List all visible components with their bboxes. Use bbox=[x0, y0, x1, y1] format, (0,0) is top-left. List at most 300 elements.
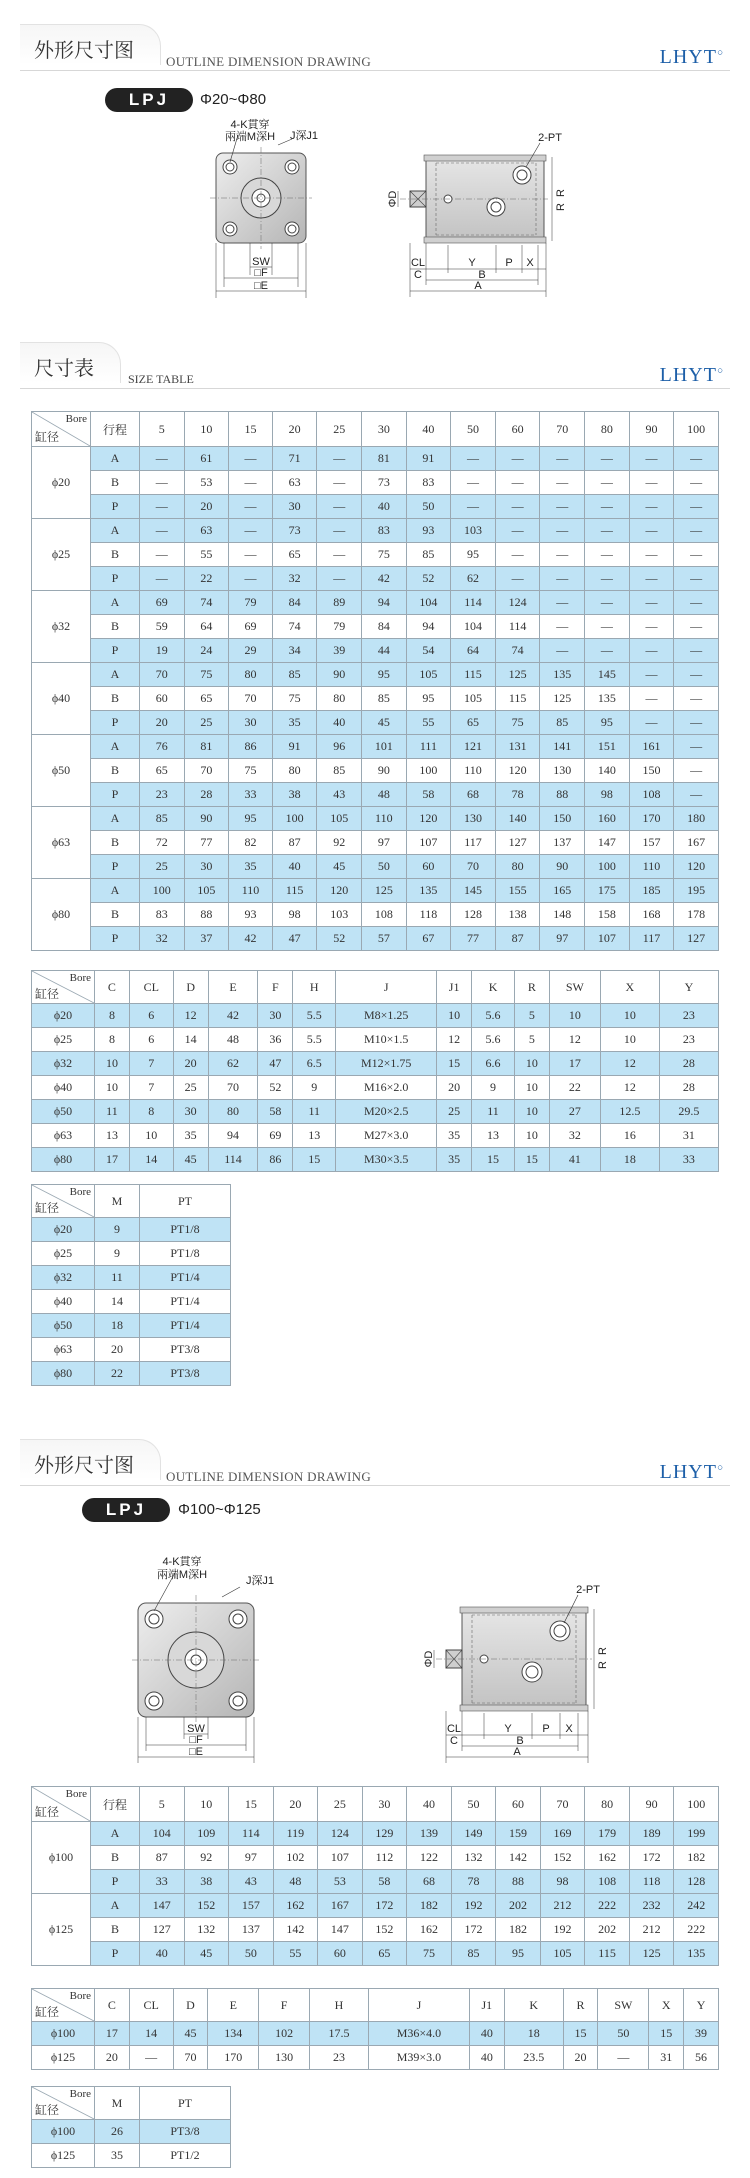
value-cell: 18 bbox=[95, 1314, 140, 1338]
bore-cell: ϕ80 bbox=[32, 1148, 95, 1172]
value-cell: 30 bbox=[229, 711, 273, 735]
value-cell: — bbox=[674, 567, 719, 591]
value-cell: 104 bbox=[140, 1822, 185, 1846]
column-header: M bbox=[95, 1185, 140, 1218]
value-cell: 13 bbox=[472, 1124, 515, 1148]
value-cell: 100 bbox=[585, 855, 630, 879]
value-cell: 87 bbox=[495, 927, 540, 951]
stroke-header: 90 bbox=[629, 1787, 674, 1822]
row-key: P bbox=[91, 495, 140, 519]
table-row bbox=[32, 1052, 719, 1076]
value-cell: 77 bbox=[451, 927, 496, 951]
value-cell: 80 bbox=[317, 687, 362, 711]
value-cell: — bbox=[629, 687, 674, 711]
value-cell: 95 bbox=[585, 711, 630, 735]
row-key: A bbox=[91, 879, 140, 903]
value-cell: — bbox=[674, 783, 719, 807]
bore-cell: ϕ125 bbox=[32, 1894, 91, 1966]
table-row bbox=[32, 567, 719, 591]
value-cell: 20 bbox=[95, 2046, 130, 2070]
table-row bbox=[32, 1870, 719, 1894]
value-cell: 178 bbox=[674, 903, 719, 927]
bore-corner-cell bbox=[32, 1989, 95, 2022]
value-cell: 161 bbox=[629, 735, 674, 759]
value-cell: 145 bbox=[585, 663, 630, 687]
value-cell: 77 bbox=[184, 831, 229, 855]
value-cell: 65 bbox=[451, 711, 496, 735]
row-key: B bbox=[91, 615, 140, 639]
value-cell: 35 bbox=[95, 2144, 140, 2168]
value-cell: 83 bbox=[362, 519, 407, 543]
stroke-label: 行程 bbox=[91, 1787, 140, 1822]
value-cell: 10 bbox=[514, 1076, 549, 1100]
bore-cell: ϕ25 bbox=[32, 1242, 95, 1266]
value-cell: 12 bbox=[437, 1028, 472, 1052]
value-cell: — bbox=[129, 2046, 173, 2070]
value-cell: 122 bbox=[407, 1846, 452, 1870]
value-cell: — bbox=[629, 543, 674, 567]
value-cell: 88 bbox=[184, 903, 229, 927]
value-cell: 42 bbox=[362, 567, 407, 591]
label-x: X bbox=[526, 257, 534, 269]
label-d: ΦD bbox=[423, 1650, 435, 1668]
value-cell: 30 bbox=[173, 1100, 208, 1124]
value-cell: — bbox=[495, 567, 540, 591]
value-cell: 62 bbox=[451, 567, 496, 591]
value-cell: 56 bbox=[684, 2046, 719, 2070]
table-row bbox=[32, 711, 719, 735]
value-cell: 94 bbox=[208, 1124, 258, 1148]
value-cell: 55 bbox=[406, 711, 451, 735]
column-header: X bbox=[649, 1989, 684, 2022]
dimension-table-2 bbox=[31, 1988, 719, 2070]
table-row bbox=[32, 1362, 231, 1386]
table-row bbox=[32, 2046, 719, 2070]
value-cell: 115 bbox=[585, 1942, 630, 1966]
value-cell: PT1/4 bbox=[140, 1314, 231, 1338]
column-header: PT bbox=[140, 1185, 231, 1218]
column-header: PT bbox=[140, 2087, 231, 2120]
value-cell: — bbox=[629, 639, 674, 663]
bore-cell: ϕ63 bbox=[32, 1124, 95, 1148]
table-header-row bbox=[32, 1989, 719, 2022]
value-cell: 13 bbox=[293, 1124, 336, 1148]
value-cell: 32 bbox=[549, 1124, 600, 1148]
value-cell: 98 bbox=[585, 783, 630, 807]
value-cell: 232 bbox=[629, 1894, 674, 1918]
value-cell: — bbox=[495, 447, 540, 471]
value-cell: 104 bbox=[406, 591, 451, 615]
value-cell: M12×1.75 bbox=[336, 1052, 437, 1076]
value-cell: — bbox=[317, 567, 362, 591]
value-cell: 61 bbox=[184, 447, 229, 471]
row-key: A bbox=[91, 591, 140, 615]
value-cell: 139 bbox=[407, 1822, 452, 1846]
column-header: CL bbox=[129, 1989, 173, 2022]
bore-label-cn: 缸径 bbox=[35, 1805, 60, 1819]
column-header: J bbox=[368, 1989, 469, 2022]
value-cell: 86 bbox=[229, 735, 273, 759]
value-cell: 85 bbox=[406, 543, 451, 567]
value-cell: 48 bbox=[208, 1028, 258, 1052]
column-header: J1 bbox=[469, 1989, 504, 2022]
value-cell: 41 bbox=[549, 1148, 600, 1172]
value-cell: 40 bbox=[140, 1942, 185, 1966]
value-cell: 192 bbox=[451, 1894, 496, 1918]
section-header-outline-1 bbox=[0, 20, 750, 80]
value-cell: 17 bbox=[549, 1052, 600, 1076]
column-header: C bbox=[95, 971, 130, 1004]
value-cell: 222 bbox=[585, 1894, 630, 1918]
value-cell: — bbox=[540, 591, 585, 615]
stroke-header: 25 bbox=[318, 1787, 363, 1822]
value-cell: 85 bbox=[540, 711, 585, 735]
label-m: 兩端M深H bbox=[224, 131, 276, 143]
value-cell: M20×2.5 bbox=[336, 1100, 437, 1124]
value-cell: — bbox=[629, 447, 674, 471]
table-header-row bbox=[32, 971, 719, 1004]
row-key: B bbox=[91, 543, 140, 567]
table-row bbox=[32, 759, 719, 783]
value-cell: 35 bbox=[437, 1124, 472, 1148]
value-cell: 65 bbox=[184, 687, 229, 711]
value-cell: 52 bbox=[406, 567, 451, 591]
stroke-header: 100 bbox=[674, 412, 719, 447]
value-cell: 158 bbox=[585, 903, 630, 927]
value-cell: — bbox=[674, 495, 719, 519]
stroke-table-1 bbox=[31, 411, 719, 951]
value-cell: — bbox=[585, 615, 630, 639]
stroke-header: 40 bbox=[407, 1787, 452, 1822]
model-badge: LPJ bbox=[82, 1498, 170, 1522]
value-cell: 83 bbox=[140, 903, 185, 927]
value-cell: 140 bbox=[585, 759, 630, 783]
value-cell: 31 bbox=[649, 2046, 684, 2070]
row-key: B bbox=[91, 1918, 140, 1942]
value-cell: 68 bbox=[451, 783, 496, 807]
value-cell: 24 bbox=[184, 639, 229, 663]
label-d: ΦD bbox=[387, 190, 399, 208]
table-row bbox=[32, 1100, 719, 1124]
value-cell: 68 bbox=[407, 1870, 452, 1894]
stroke-header: 30 bbox=[362, 412, 407, 447]
value-cell: 120 bbox=[406, 807, 451, 831]
bore-cell: ϕ125 bbox=[32, 2046, 95, 2070]
value-cell: 13 bbox=[95, 1124, 130, 1148]
stroke-header: 20 bbox=[273, 1787, 318, 1822]
value-cell: — bbox=[140, 543, 185, 567]
dimension-table-1 bbox=[31, 970, 719, 1172]
value-cell: 162 bbox=[407, 1918, 452, 1942]
value-cell: 67 bbox=[406, 927, 451, 951]
value-cell: 6 bbox=[129, 1004, 173, 1028]
table-row bbox=[32, 927, 719, 951]
value-cell: 39 bbox=[684, 2022, 719, 2046]
row-key: P bbox=[91, 855, 140, 879]
table-row bbox=[32, 1004, 719, 1028]
value-cell: PT1/4 bbox=[140, 1266, 231, 1290]
value-cell: 202 bbox=[585, 1918, 630, 1942]
value-cell: 23 bbox=[140, 783, 185, 807]
value-cell: 12 bbox=[549, 1028, 600, 1052]
value-cell: 65 bbox=[272, 543, 317, 567]
value-cell: 5.6 bbox=[472, 1028, 515, 1052]
value-cell: 142 bbox=[496, 1846, 541, 1870]
value-cell: 125 bbox=[540, 687, 585, 711]
value-cell: 45 bbox=[173, 1148, 208, 1172]
stroke-header: 70 bbox=[540, 412, 585, 447]
table-row bbox=[32, 495, 719, 519]
table-row bbox=[32, 1942, 719, 1966]
bore-label: Bore bbox=[65, 413, 87, 425]
value-cell: — bbox=[495, 543, 540, 567]
value-cell: 30 bbox=[258, 1004, 293, 1028]
row-key: A bbox=[91, 735, 140, 759]
value-cell: 97 bbox=[540, 927, 585, 951]
bore-label-cn: 缸径 bbox=[35, 987, 60, 1001]
label-p: P bbox=[505, 257, 513, 269]
table-row bbox=[32, 1894, 719, 1918]
row-key: A bbox=[91, 1894, 140, 1918]
value-cell: 11 bbox=[95, 1100, 130, 1124]
value-cell: 20 bbox=[95, 1338, 140, 1362]
value-cell: 121 bbox=[451, 735, 496, 759]
table-row bbox=[32, 1266, 231, 1290]
value-cell: 10 bbox=[95, 1052, 130, 1076]
value-cell: 108 bbox=[585, 1870, 630, 1894]
section-title-cn: 尺寸表 bbox=[34, 356, 94, 380]
value-cell: 11 bbox=[472, 1100, 515, 1124]
stroke-header: 70 bbox=[540, 1787, 585, 1822]
value-cell: 152 bbox=[362, 1918, 407, 1942]
value-cell: — bbox=[674, 687, 719, 711]
value-cell: 17.5 bbox=[310, 2022, 369, 2046]
value-cell: 110 bbox=[451, 759, 496, 783]
column-header: E bbox=[208, 971, 258, 1004]
row-key: B bbox=[91, 759, 140, 783]
value-cell: 168 bbox=[629, 903, 674, 927]
value-cell: 172 bbox=[629, 1846, 674, 1870]
value-cell: 10 bbox=[95, 1076, 130, 1100]
value-cell: 60 bbox=[318, 1942, 363, 1966]
value-cell: — bbox=[451, 447, 496, 471]
label-e: □E bbox=[254, 280, 268, 292]
value-cell: 40 bbox=[272, 855, 317, 879]
port-table-2 bbox=[31, 2086, 231, 2168]
value-cell: 85 bbox=[362, 687, 407, 711]
value-cell: 150 bbox=[629, 759, 674, 783]
value-cell: 28 bbox=[184, 783, 229, 807]
value-cell: 97 bbox=[362, 831, 407, 855]
column-header: H bbox=[293, 971, 336, 1004]
column-header: D bbox=[173, 971, 208, 1004]
value-cell: — bbox=[674, 735, 719, 759]
value-cell: 165 bbox=[540, 879, 585, 903]
value-cell: 185 bbox=[629, 879, 674, 903]
value-cell: 130 bbox=[540, 759, 585, 783]
column-header: M bbox=[95, 2087, 140, 2120]
value-cell: 38 bbox=[184, 1870, 229, 1894]
value-cell: 91 bbox=[272, 735, 317, 759]
value-cell: 87 bbox=[140, 1846, 185, 1870]
value-cell: 9 bbox=[472, 1076, 515, 1100]
value-cell: 107 bbox=[318, 1846, 363, 1870]
value-cell: 15 bbox=[649, 2022, 684, 2046]
value-cell: 40 bbox=[317, 711, 362, 735]
column-header: SW bbox=[549, 971, 600, 1004]
row-key: P bbox=[91, 1942, 140, 1966]
outline-drawing-2 bbox=[132, 1525, 632, 1765]
value-cell: 110 bbox=[362, 807, 407, 831]
value-cell: — bbox=[585, 543, 630, 567]
value-cell: 82 bbox=[229, 831, 273, 855]
value-cell: 20 bbox=[173, 1052, 208, 1076]
value-cell: 55 bbox=[273, 1942, 318, 1966]
table-row bbox=[32, 1242, 231, 1266]
bore-cell: ϕ80 bbox=[32, 1362, 95, 1386]
value-cell: 7 bbox=[129, 1052, 173, 1076]
stroke-header: 100 bbox=[674, 1787, 719, 1822]
value-cell: 48 bbox=[362, 783, 407, 807]
value-cell: 93 bbox=[229, 903, 273, 927]
value-cell: 94 bbox=[362, 591, 407, 615]
label-f: □F bbox=[254, 267, 268, 279]
column-header: E bbox=[208, 1989, 259, 2022]
value-cell: 78 bbox=[451, 1870, 496, 1894]
bore-cell: ϕ50 bbox=[32, 1314, 95, 1338]
value-cell: 182 bbox=[674, 1846, 719, 1870]
value-cell: 125 bbox=[362, 879, 407, 903]
value-cell: 92 bbox=[184, 1846, 229, 1870]
value-cell: 119 bbox=[273, 1822, 318, 1846]
divider bbox=[20, 70, 730, 71]
value-cell: 242 bbox=[674, 1894, 719, 1918]
value-cell: 141 bbox=[540, 735, 585, 759]
value-cell: 162 bbox=[273, 1894, 318, 1918]
value-cell: 88 bbox=[496, 1870, 541, 1894]
value-cell: 117 bbox=[451, 831, 496, 855]
value-cell: 101 bbox=[362, 735, 407, 759]
value-cell: 162 bbox=[585, 1846, 630, 1870]
section-header-outline-2 bbox=[0, 1435, 750, 1495]
value-cell: 83 bbox=[406, 471, 451, 495]
value-cell: 8 bbox=[129, 1100, 173, 1124]
value-cell: 103 bbox=[317, 903, 362, 927]
value-cell: — bbox=[674, 471, 719, 495]
bore-cell: ϕ100 bbox=[32, 2022, 95, 2046]
value-cell: 105 bbox=[451, 687, 496, 711]
value-cell: — bbox=[451, 471, 496, 495]
label-a: A bbox=[513, 1746, 521, 1758]
value-cell: 118 bbox=[629, 1870, 674, 1894]
value-cell: 124 bbox=[495, 591, 540, 615]
value-cell: 169 bbox=[540, 1822, 585, 1846]
value-cell: 20 bbox=[437, 1076, 472, 1100]
value-cell: — bbox=[495, 471, 540, 495]
label-c: C bbox=[414, 269, 422, 281]
value-cell: 71 bbox=[272, 447, 317, 471]
value-cell: 6 bbox=[129, 1028, 173, 1052]
divider bbox=[20, 1485, 730, 1486]
value-cell: 132 bbox=[451, 1846, 496, 1870]
table-row bbox=[32, 1822, 719, 1846]
value-cell: 75 bbox=[407, 1942, 452, 1966]
value-cell: 63 bbox=[184, 519, 229, 543]
value-cell: 70 bbox=[208, 1076, 258, 1100]
bore-label: Bore bbox=[69, 1990, 91, 2002]
row-key: P bbox=[91, 927, 140, 951]
value-cell: 73 bbox=[272, 519, 317, 543]
value-cell: 137 bbox=[229, 1918, 274, 1942]
value-cell: 152 bbox=[184, 1894, 229, 1918]
value-cell: 127 bbox=[674, 927, 719, 951]
value-cell: 102 bbox=[273, 1846, 318, 1870]
value-cell: 170 bbox=[629, 807, 674, 831]
value-cell: — bbox=[585, 471, 630, 495]
value-cell: 79 bbox=[317, 615, 362, 639]
bore-label-cn: 缸径 bbox=[35, 430, 60, 444]
value-cell: 31 bbox=[659, 1124, 718, 1148]
value-cell: 27 bbox=[549, 1100, 600, 1124]
value-cell: 75 bbox=[362, 543, 407, 567]
value-cell: 58 bbox=[258, 1100, 293, 1124]
label-p: P bbox=[542, 1723, 550, 1735]
row-key: A bbox=[91, 447, 140, 471]
value-cell: — bbox=[317, 447, 362, 471]
value-cell: 23.5 bbox=[504, 2046, 563, 2070]
table-row bbox=[32, 1846, 719, 1870]
bore-cell: ϕ20 bbox=[32, 1218, 95, 1242]
value-cell: — bbox=[629, 663, 674, 687]
value-cell: — bbox=[317, 471, 362, 495]
value-cell: 60 bbox=[140, 687, 185, 711]
value-cell: 124 bbox=[318, 1822, 363, 1846]
value-cell: 25 bbox=[140, 855, 185, 879]
table-header-row bbox=[32, 1787, 719, 1822]
row-key: P bbox=[91, 711, 140, 735]
value-cell: 151 bbox=[585, 735, 630, 759]
value-cell: 50 bbox=[406, 495, 451, 519]
value-cell: 128 bbox=[674, 1870, 719, 1894]
label-j: J深J1 bbox=[289, 130, 319, 142]
table-row bbox=[32, 663, 719, 687]
table-row bbox=[32, 1290, 231, 1314]
label-r: R bbox=[597, 1647, 609, 1655]
value-cell: 75 bbox=[184, 663, 229, 687]
value-cell: 69 bbox=[229, 615, 273, 639]
value-cell: 150 bbox=[540, 807, 585, 831]
value-cell: 17 bbox=[95, 1148, 130, 1172]
value-cell: 114 bbox=[495, 615, 540, 639]
value-cell: 34 bbox=[272, 639, 317, 663]
value-cell: 38 bbox=[272, 783, 317, 807]
table-row bbox=[32, 879, 719, 903]
value-cell: 92 bbox=[317, 831, 362, 855]
value-cell: 195 bbox=[674, 879, 719, 903]
value-cell: 35 bbox=[229, 855, 273, 879]
value-cell: 81 bbox=[362, 447, 407, 471]
value-cell: 96 bbox=[317, 735, 362, 759]
value-cell: 80 bbox=[208, 1100, 258, 1124]
value-cell: 100 bbox=[140, 879, 185, 903]
value-cell: 39 bbox=[317, 639, 362, 663]
value-cell: 20 bbox=[140, 711, 185, 735]
value-cell: 55 bbox=[184, 543, 229, 567]
value-cell: 180 bbox=[674, 807, 719, 831]
stroke-header: 10 bbox=[184, 1787, 229, 1822]
value-cell: — bbox=[674, 543, 719, 567]
value-cell: 18 bbox=[600, 1148, 659, 1172]
